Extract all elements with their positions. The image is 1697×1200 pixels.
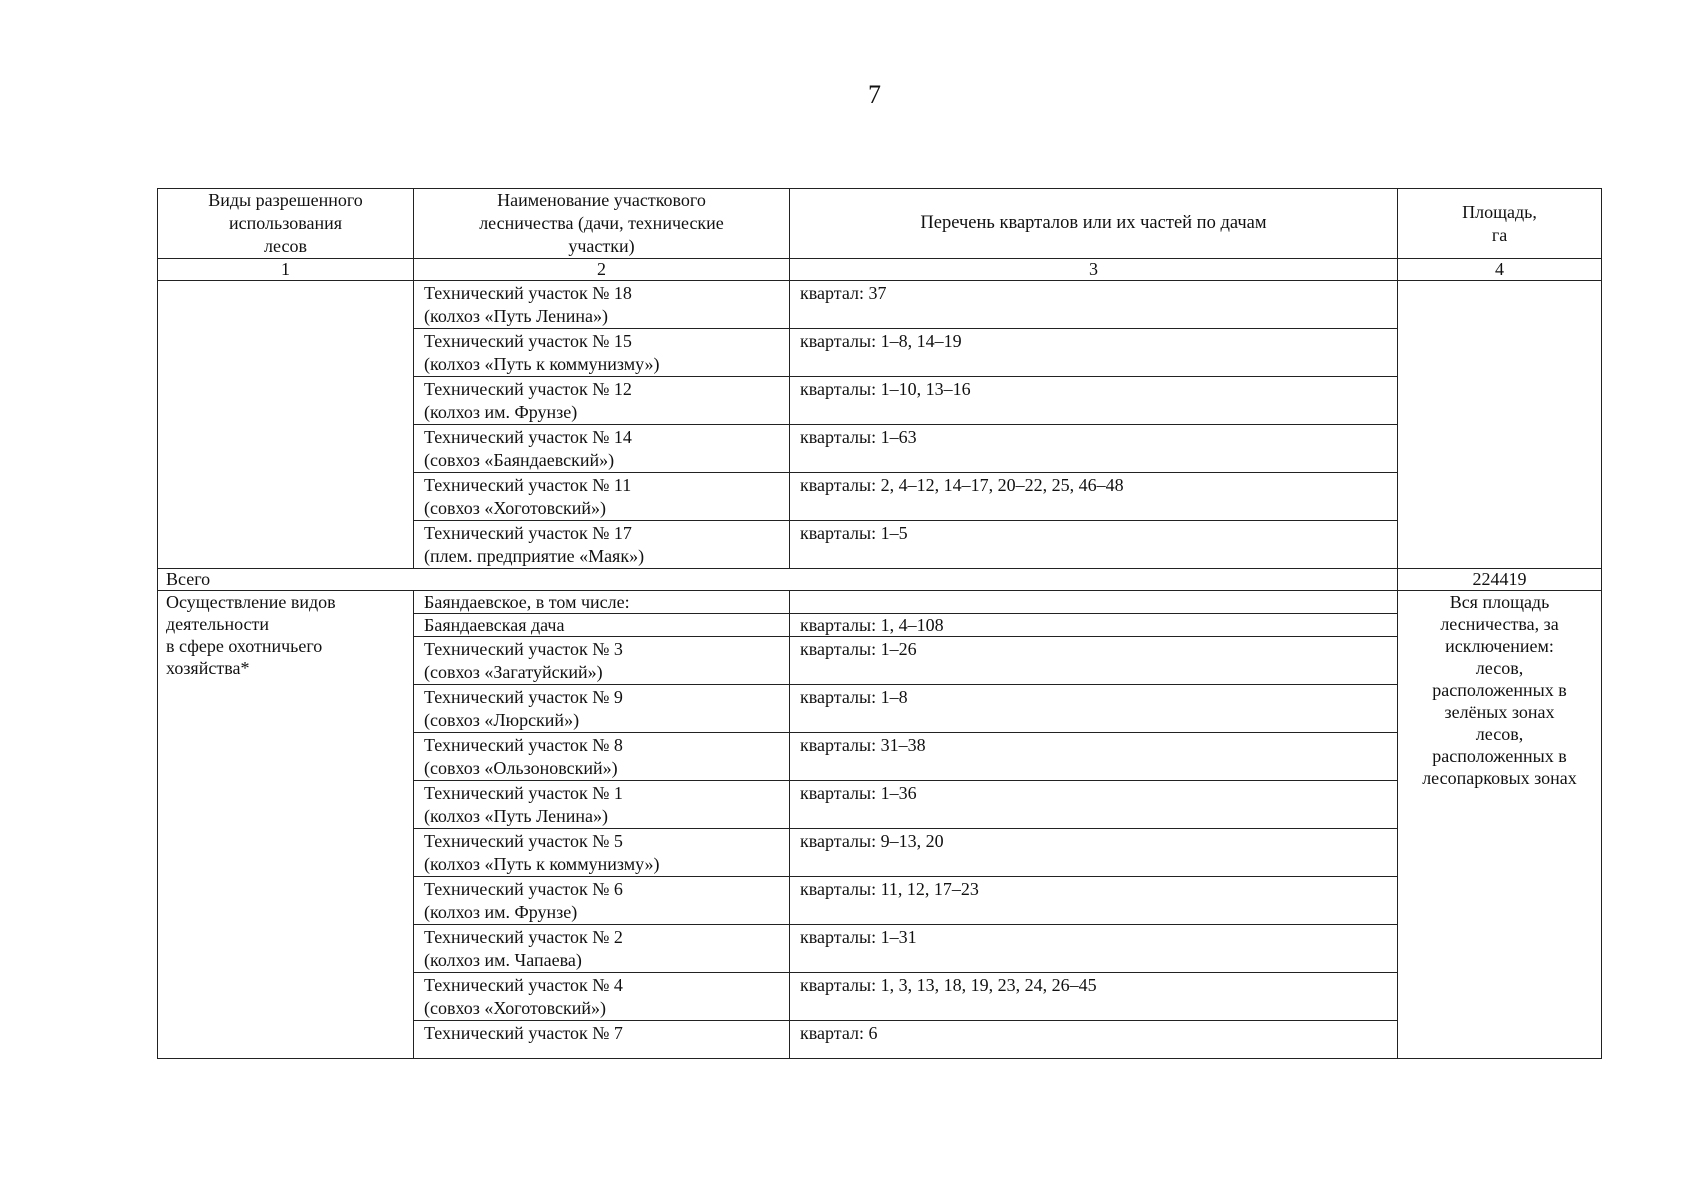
name-line: (колхоз «Путь Ленина») [424,806,609,826]
quarters-cell: кварталы: 9–13, 20 [790,829,1398,877]
header-line: лесов [264,236,307,256]
kind-line: деятельности [166,614,270,634]
quarters-cell: кварталы: 1–8, 14–19 [790,329,1398,377]
header-quarters-list: Перечень кварталов или их частей по дачам [790,189,1398,259]
name-line: Технический участок № 14 [424,427,632,447]
forestry-name-cell [414,925,790,973]
kind-line: Осуществление видов [166,592,336,612]
name-line: (совхоз «Хоготовский») [424,498,606,518]
quarters-cell: кварталы: 1–31 [790,925,1398,973]
quarters-cell: квартал: 37 [790,281,1398,329]
quarters-cell: кварталы: 1–36 [790,781,1398,829]
table-row [158,281,1602,329]
forest-use-kind-cell [158,591,414,1059]
column-number: 2 [414,259,790,281]
area-note-cell [1398,591,1602,1059]
forestry-name-cell [414,329,790,377]
page-number: 7 [868,80,882,109]
quarters-cell: кварталы: 1, 4–108 [790,614,1398,637]
quarters-cell: кварталы: 1–5 [790,521,1398,569]
name-line: Технический участок № 18 [424,283,632,303]
quarters-cell: кварталы: 2, 4–12, 14–17, 20–22, 25, 46–48 [790,473,1398,521]
quarters-cell: кварталы: 11, 12, 17–23 [790,877,1398,925]
forestry-name-cell [414,425,790,473]
column-number: 3 [790,259,1398,281]
header-line: использования [228,213,342,233]
header-area [1398,189,1602,259]
forestry-name-cell [414,377,790,425]
kind-line: в сфере охотничьего [166,636,323,656]
name-line: (совхоз «Загатуйский») [424,662,603,682]
note-line: расположенных в [1432,680,1567,700]
name-line: Технический участок № 12 [424,379,632,399]
forestry-name-cell: Баяндаевское, в том числе: [414,591,790,614]
header-forestry-name [414,189,790,259]
note-line: Вся площадь [1449,592,1550,612]
note-line: исключением: [1445,636,1554,656]
header-line: Площадь, [1462,201,1537,222]
forestry-name-cell [414,877,790,925]
name-line: Технический участок № 4 [424,975,623,995]
name-line: Технический участок № 17 [424,523,632,543]
note-line: зелёных зонах [1444,702,1555,722]
forest-use-table [157,188,1602,1059]
forestry-name-cell [414,473,790,521]
name-line: (колхоз «Путь к коммунизму») [424,354,660,374]
name-line: Технический участок № 3 [424,639,623,659]
forestry-name-cell [414,281,790,329]
name-line: Технический участок № 9 [424,687,623,707]
header-line: участки) [568,236,635,256]
empty-area-cell [1398,281,1602,569]
table-row [158,591,1602,614]
empty-kind-cell [158,281,414,569]
column-number: 4 [1398,259,1602,281]
total-area: 224419 [1398,569,1602,591]
note-line: лесничества, за [1440,614,1559,634]
forestry-name-cell: Баяндаевская дача [414,614,790,637]
quarters-cell: квартал: 6 [790,1021,1398,1059]
forestry-name-cell [414,829,790,877]
header-forest-use-types [158,189,414,259]
name-line: (колхоз «Путь Ленина») [424,306,609,326]
forestry-name-cell [414,685,790,733]
name-line: Технический участок № 6 [424,879,623,899]
total-row [158,569,1602,591]
forestry-name-cell [414,781,790,829]
name-line: Технический участок № 2 [424,927,623,947]
name-line: (совхоз «Хоготовский») [424,998,606,1018]
note-line: лесопарковых зонах [1422,768,1577,788]
forestry-name-cell [414,733,790,781]
forestry-name-cell [414,521,790,569]
quarters-cell: кварталы: 1–63 [790,425,1398,473]
quarters-cell: кварталы: 1–10, 13–16 [790,377,1398,425]
total-label: Всего [158,569,1398,591]
name-line: (колхоз им. Фрунзе) [424,402,578,422]
quarters-cell: кварталы: 1–26 [790,637,1398,685]
header-row [158,189,1602,259]
name-line: (колхоз «Путь к коммунизму») [424,854,660,874]
note-line: расположенных в [1432,746,1567,766]
name-line: Технический участок № 5 [424,831,623,851]
name-line: (совхоз «Ользоновский») [424,758,618,778]
name-line: Технический участок № 1 [424,783,623,803]
name-line: (совхоз «Баяндаевский») [424,450,615,470]
note-line: лесов, [1475,724,1524,744]
kind-line: хозяйства* [166,658,250,678]
forestry-name-cell: Технический участок № 7 [414,1021,790,1059]
quarters-cell: кварталы: 1, 3, 13, 18, 19, 23, 24, 26–45 [790,973,1398,1021]
note-line: лесов, [1475,658,1524,678]
quarters-cell: кварталы: 31–38 [790,733,1398,781]
name-line: Технический участок № 15 [424,331,632,351]
header-line: Виды разрешенного [208,190,363,210]
forestry-name-cell [414,973,790,1021]
quarters-cell: кварталы: 1–8 [790,685,1398,733]
column-number: 1 [158,259,414,281]
header-line: га [1491,224,1508,245]
name-line: (плем. предприятие «Маяк») [424,546,645,566]
column-numbers-row [158,259,1602,281]
header-line: Наименование участкового [497,190,706,210]
header-line: лесничества (дачи, технические [479,213,724,233]
name-line: (колхоз им. Фрунзе) [424,902,578,922]
quarters-cell [790,591,1398,614]
name-line: (совхоз «Люрский») [424,710,580,730]
name-line: (колхоз им. Чапаева) [424,950,582,970]
name-line: Технический участок № 11 [424,475,632,495]
name-line: Технический участок № 8 [424,735,623,755]
forestry-name-cell [414,637,790,685]
